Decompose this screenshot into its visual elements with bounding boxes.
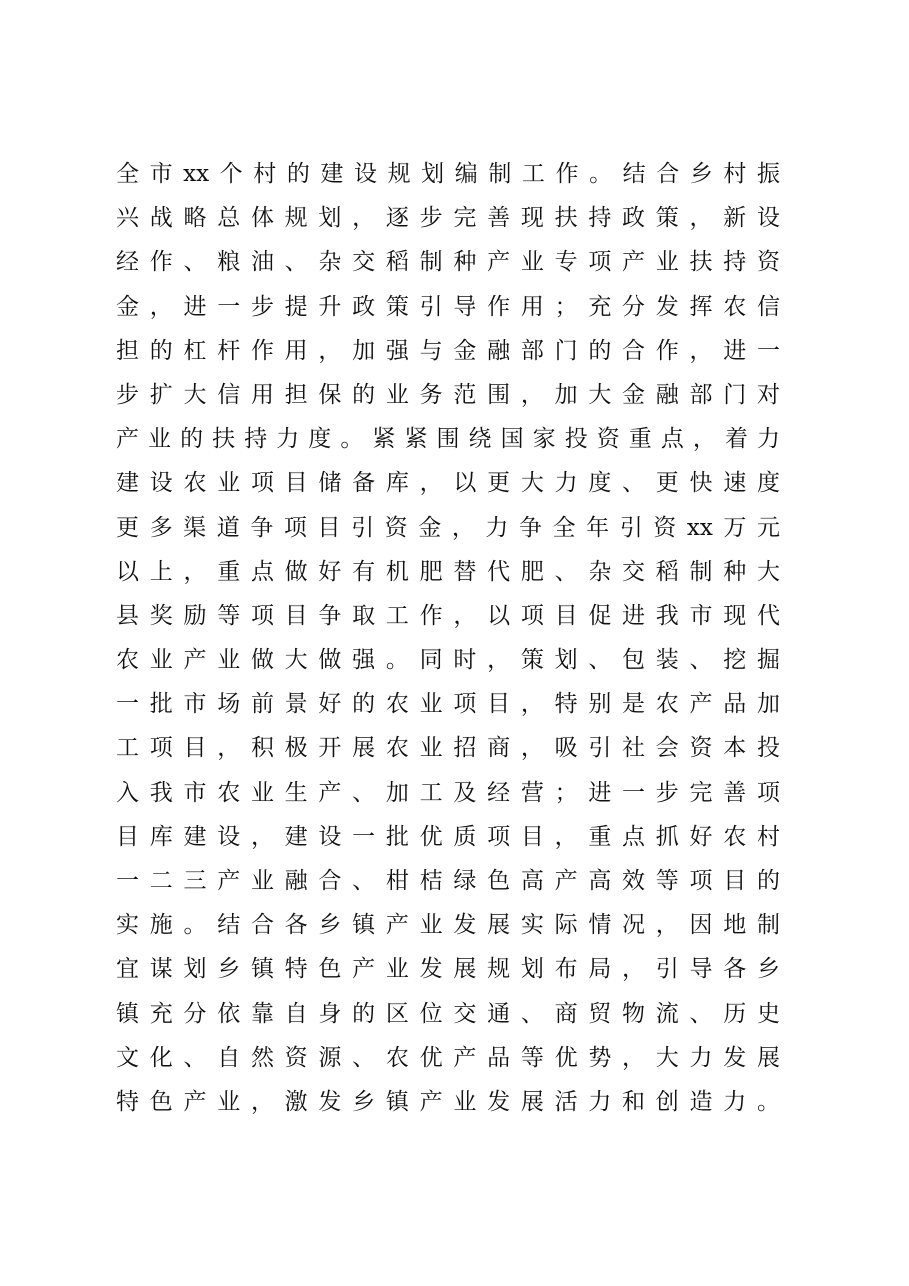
text-line: 一批市场前景好的农业项目，特别是农产品加: [116, 691, 780, 718]
text-line: 更多渠道争项目引资金，力争全年引资xx万元: [116, 514, 780, 541]
text-line: 宜谋划乡镇特色产业发展规划布局，引导各乡: [116, 956, 780, 983]
text-line: 文化、自然资源、农优产品等优势，大力发展: [116, 1044, 780, 1071]
text-line: 县奖励等项目争取工作，以项目促进我市现代: [116, 602, 780, 629]
text-line: 入我市农业生产、加工及经营；进一步完善项: [116, 779, 780, 806]
text-line: 产业的扶持力度。紧紧围绕国家投资重点，着力: [116, 426, 780, 453]
text-line: 一二三产业融合、柑桔绿色高产高效等项目的: [116, 868, 780, 894]
text-line: 经作、粮油、杂交稻制种产业专项产业扶持资: [116, 249, 780, 276]
text-line: 全市xx个村的建设规划编制工作。结合乡村振: [116, 161, 780, 187]
text-line: 担的杠杆作用，加强与金融部门的合作，进一: [116, 337, 780, 364]
text-line: 实施。结合各乡镇产业发展实际情况，因地制: [116, 912, 780, 939]
text-line: 建设农业项目储备库，以更大力度、更快速度: [116, 470, 780, 497]
text-line: 兴战略总体规划，逐步完善现扶持政策，新设: [116, 205, 780, 232]
text-line: 农业产业做大做强。同时，策划、包装、挖掘: [116, 647, 780, 674]
text-line: 镇充分依靠自身的区位交通、商贸物流、历史: [116, 1000, 780, 1027]
text-line: 步扩大信用担保的业务范围，加大金融部门对: [116, 381, 780, 408]
text-line: 目库建设，建设一批优质项目，重点抓好农村: [116, 823, 780, 850]
text-line: 金，进一步提升政策引导作用；充分发挥农信: [116, 293, 780, 320]
body-paragraph: [116, 152, 780, 1124]
text-line: 工项目，积极开展农业招商，吸引社会资本投: [116, 735, 780, 762]
text-line: 特色产业，激发乡镇产业发展活力和创造力。: [116, 1088, 780, 1115]
text-line: 以上，重点做好有机肥替代肥、杂交稻制种大: [116, 558, 780, 585]
